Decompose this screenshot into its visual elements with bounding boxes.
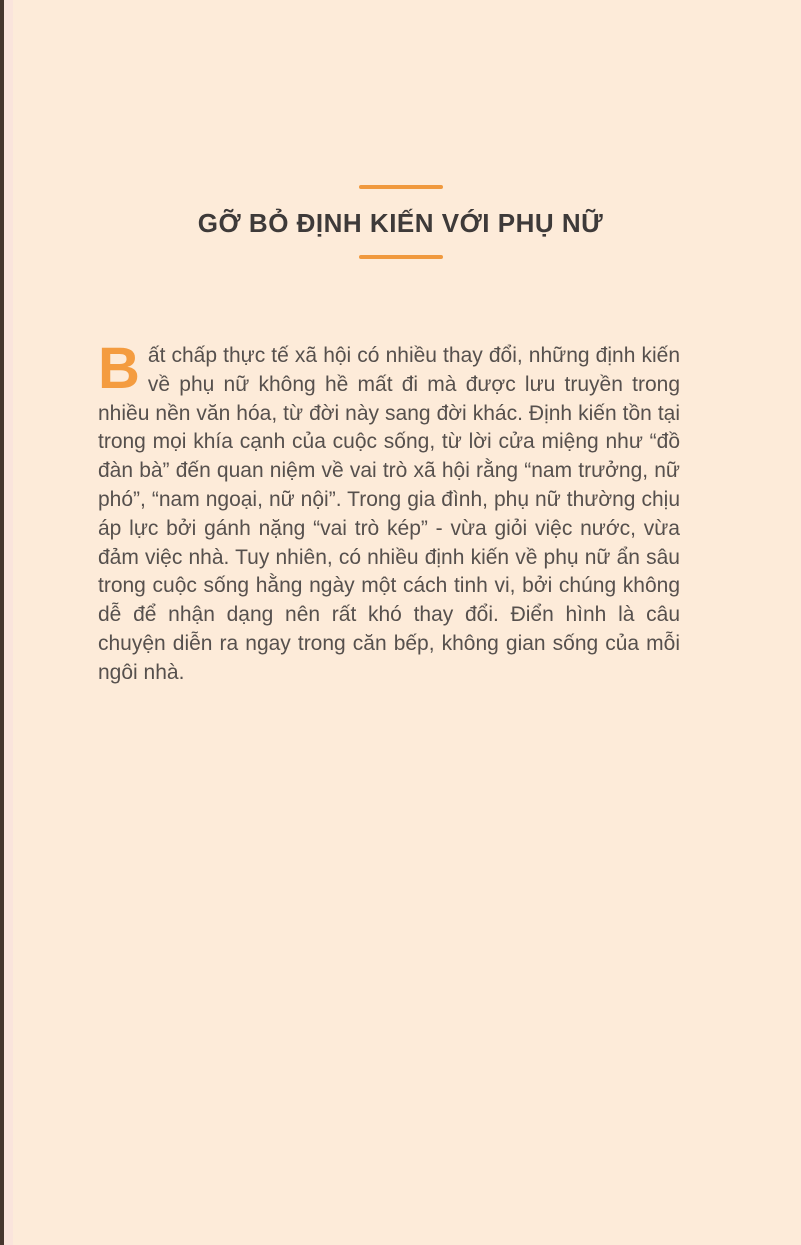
paragraph-text: ất chấp thực tế xã hội có nhiều thay đổi, những định kiến về phụ nữ không hề mất đi mà được lưu truyền trong nhiều nền văn hóa, từ đời này sang đời khác. Định kiến tồn tại trong mọi khía cạnh của cuộc sống, từ lời cửa miệng như “đồ đàn bà” đến quan niệm về vai trò xã hội rằng “nam trưởng, nữ phó”, “nam ngoại, nữ nội”. Trong gia đình, phụ nữ thường chịu áp lực bởi gánh nặng “vai trò kép” - vừa giỏi việc nước, vừa đảm việc nhà. Tuy nhiên, có nhiều định kiến về phụ nữ ẩn sâu trong cuộc sống hằng ngày một cách tinh vi, bởi chúng không dễ để nhận dạng nên rất khó thay đổi. Điển hình là câu chuyện diễn ra ngay trong căn bếp, không gian sống của mỗi ngôi nhà. <box>98 344 680 684</box>
dropcap-letter: B <box>98 336 140 401</box>
page-binding-edge-light-strip <box>4 0 13 1245</box>
body-paragraph <box>98 336 680 688</box>
chapter-title: GỠ BỎ ĐỊNH KIẾN VỚI PHỤ NỮ <box>197 208 604 238</box>
title-ornament-rule-top <box>359 185 443 189</box>
title-ornament-rule-bottom <box>359 255 443 259</box>
